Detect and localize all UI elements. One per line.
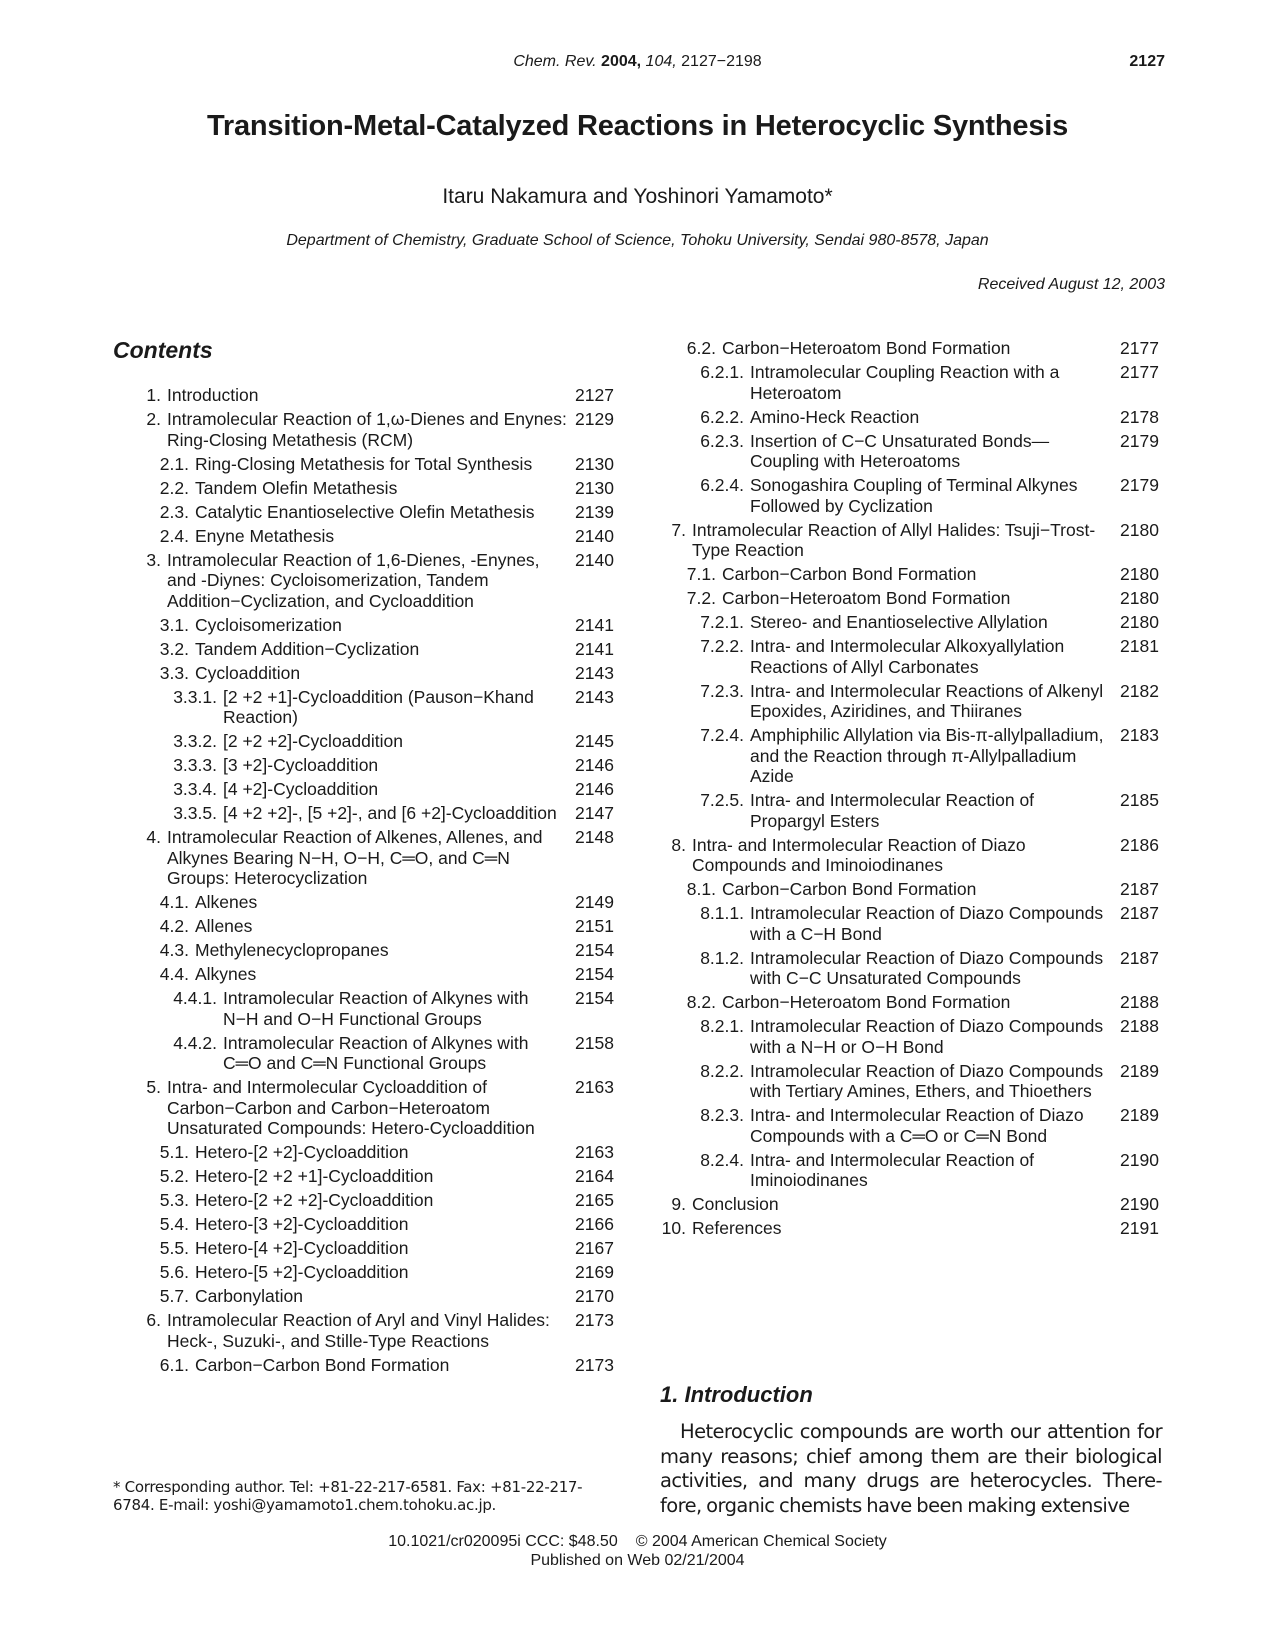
toc-entry-number: 8.1.2.	[700, 947, 744, 968]
toc-entry-page: 2154	[575, 964, 614, 984]
toc-entry-title: Hetero-[2 +2 +2]-Cycloaddition	[195, 1190, 434, 1210]
toc-entry-title: Intramolecular Reaction of Alkynes with N−H and O−H Functional Groups	[223, 988, 529, 1029]
toc-entry-page: 2127	[575, 385, 614, 405]
toc-entry-number: 4.1.	[159, 892, 189, 912]
toc-entry	[660, 338, 1160, 359]
toc-entry-page: 2164	[575, 1166, 614, 1186]
toc-entry-page: 2154	[575, 988, 614, 1008]
toc-entry	[660, 431, 1160, 472]
toc-left-column	[135, 385, 615, 1379]
toc-entry	[135, 988, 615, 1029]
toc-entry	[135, 779, 615, 800]
introduction-body	[660, 1420, 1162, 1518]
toc-entry	[135, 663, 615, 684]
toc-entry-number: 6.2.3.	[700, 430, 744, 451]
toc-entry-number: 6.1.	[159, 1354, 189, 1375]
toc-entry-page: 2185	[1120, 790, 1159, 810]
journal-volume: 104,	[645, 53, 677, 70]
toc-entry	[135, 526, 615, 547]
toc-entry-number: 5.7.	[159, 1286, 189, 1306]
toc-entry-title: Intramolecular Reaction of Aryl and Vinyl Halides: Heck-, Suzuki-, and Stille-Type Reactions	[167, 1310, 550, 1351]
received-date: Received August 12, 2003	[977, 276, 1165, 293]
toc-entry-number: 3.3.	[159, 662, 189, 683]
toc-entry-number: 6.2.4.	[700, 475, 744, 495]
toc-entry	[135, 1238, 615, 1259]
toc-entry	[135, 1077, 615, 1139]
toc-entry-number: 8.1.	[686, 879, 716, 899]
toc-entry	[135, 731, 615, 752]
toc-entry-number: 4.2.	[159, 916, 189, 936]
toc-entry-title: Intra- and Intermolecular Cycloaddition of Carbon−Carbon and Carbon−Heteroatom Unsaturated Compounds: Hetero-Cycloaddition	[167, 1077, 535, 1138]
toc-entry	[135, 615, 615, 636]
toc-entry-number: 6.	[146, 1310, 161, 1330]
toc-entry-number: 5.4.	[159, 1214, 189, 1234]
toc-entry-number: 4.4.	[159, 964, 189, 984]
toc-entry-page: 2188	[1120, 992, 1159, 1012]
toc-entry-title: Intramolecular Reaction of Diazo Compounds with a C−H Bond	[750, 903, 1104, 944]
toc-entry-title: Tandem Olefin Metathesis	[195, 477, 398, 498]
toc-entry-page: 2187	[1120, 903, 1159, 923]
toc-entry-page: 2177	[1120, 338, 1159, 358]
toc-entry-title: [4 +2]-Cycloaddition	[223, 779, 379, 799]
toc-entry-number: 4.4.1.	[173, 988, 217, 1008]
toc-entry-title: Amino-Heck Reaction	[750, 406, 920, 427]
toc-entry-title: Intra- and Intermolecular Reactions of Alkenyl Epoxides, Aziridines, and Thiiranes	[750, 680, 1104, 721]
toc-entry-page: 2189	[1120, 1105, 1159, 1125]
toc-entry	[135, 639, 615, 660]
toc-entry-number: 4.	[146, 827, 161, 847]
toc-entry-page: 2143	[575, 686, 614, 707]
toc-entry-number: 6.2.	[686, 338, 716, 358]
toc-entry-title: Catalytic Enantioselective Olefin Metathesis	[195, 501, 535, 522]
toc-entry	[660, 992, 1160, 1013]
toc-entry-title: Hetero-[5 +2]-Cycloaddition	[195, 1262, 409, 1282]
toc-entry-page: 2141	[575, 638, 614, 659]
toc-entry-title: Amphiphilic Allylation via Bis-π-allylpalladium, and the Reaction through π-Allylpalladium Azide	[750, 725, 1104, 786]
toc-entry-number: 7.2.2.	[700, 636, 744, 656]
toc-entry-title: Carbon−Heteroatom Bond Formation	[722, 338, 1011, 358]
journal-year: 2004,	[601, 53, 642, 70]
toc-entry-number: 7.2.	[686, 588, 716, 608]
toc-entry	[135, 1190, 615, 1211]
toc-entry-number: 5.6.	[159, 1262, 189, 1282]
toc-entry	[660, 879, 1160, 900]
toc-entry-title: Intramolecular Reaction of Diazo Compounds with Tertiary Amines, Ethers, and Thioethers	[750, 1060, 1104, 1101]
toc-entry	[660, 1105, 1160, 1146]
toc-entry	[135, 385, 615, 406]
toc-entry-page: 2154	[575, 940, 614, 960]
toc-entry-page: 2139	[575, 501, 614, 522]
introduction-heading: 1. Introduction	[660, 1382, 813, 1407]
toc-entry-title: Intramolecular Reaction of Allyl Halides: Tsuji−Trost-Type Reaction	[692, 519, 1096, 560]
toc-entry-page: 2146	[575, 755, 614, 775]
toc-entry-page: 2143	[575, 662, 614, 683]
toc-entry-page: 2140	[575, 549, 614, 570]
author-affiliation: Department of Chemistry, Graduate School of Science, Tohoku University, Sendai 980-8578, Japan	[286, 232, 989, 249]
toc-entry-title: [4 +2 +2]-, [5 +2]-, and [6 +2]-Cycloaddition	[223, 803, 557, 823]
toc-entry	[135, 1355, 615, 1376]
toc-entry-page: 2167	[575, 1238, 614, 1258]
toc-entry-page: 2151	[575, 916, 614, 936]
toc-entry-page: 2170	[575, 1286, 614, 1306]
toc-entry-number: 8.2.	[686, 992, 716, 1012]
toc-entry-page: 2180	[1120, 564, 1159, 584]
toc-entry-number: 2.3.	[159, 501, 189, 522]
toc-entry-page: 2187	[1120, 879, 1159, 899]
toc-entry-number: 2.1.	[159, 453, 189, 474]
toc-entry	[660, 636, 1160, 677]
toc-entry-page: 2180	[1120, 519, 1159, 540]
toc-entry-title: Stereo- and Enantioselective Allylation	[750, 612, 1048, 632]
toc-entry-number: 7.1.	[686, 564, 716, 584]
toc-entry-page: 2148	[575, 827, 614, 847]
journal-citation	[0, 53, 1275, 71]
toc-entry-number: 8.2.4.	[700, 1149, 744, 1170]
toc-entry-title: Intramolecular Reaction of Alkenes, Allenes, and Alkynes Bearing N−H, O−H, C═O, and C═N Groups: Heterocyclization	[167, 827, 543, 888]
toc-entry	[135, 687, 615, 728]
introduction-paragraph: Heterocyclic compounds are worth our attention for many reasons; chief among them are their biological activities, and many drugs are heterocycles. There-fore, organic chemists have been making extensive	[660, 1420, 1162, 1517]
toc-entry-title: Intramolecular Coupling Reaction with a Heteroatom	[750, 362, 1060, 403]
toc-entry-title: Allenes	[195, 916, 253, 936]
toc-entry	[135, 1166, 615, 1187]
toc-entry	[660, 1150, 1160, 1191]
toc-entry-title: Cycloaddition	[195, 662, 301, 683]
toc-entry-title: Hetero-[2 +2 +1]-Cycloaddition	[195, 1166, 434, 1186]
toc-entry-number: 3.3.5.	[173, 803, 217, 823]
toc-entry	[660, 612, 1160, 633]
toc-entry-number: 3.	[146, 549, 161, 570]
toc-entry	[135, 502, 615, 523]
toc-entry-title: Alkynes	[195, 964, 257, 984]
toc-entry	[135, 940, 615, 961]
toc-entry	[135, 1033, 615, 1074]
toc-entry	[660, 1061, 1160, 1102]
toc-entry-page: 2180	[1120, 588, 1159, 608]
toc-entry-number: 2.2.	[159, 477, 189, 498]
toc-entry	[660, 725, 1160, 787]
toc-entry-number: 5.5.	[159, 1238, 189, 1258]
toc-entry-title: Introduction	[167, 385, 259, 405]
toc-entry-title: Ring-Closing Metathesis for Total Synthesis	[195, 453, 533, 474]
toc-entry-page: 2130	[575, 477, 614, 498]
toc-entry	[135, 454, 615, 475]
toc-entry	[660, 407, 1160, 428]
toc-entry-title: Intramolecular Reaction of 1,6-Dienes, -Enynes, and -Diynes: Cycloisomerization, Tandem Addition−Cyclization, and Cycloaddition	[167, 549, 540, 611]
toc-entry	[135, 1262, 615, 1283]
toc-entry-title: Intra- and Intermolecular Alkoxyallylation Reactions of Allyl Carbonates	[750, 636, 1065, 677]
toc-entry-number: 2.	[146, 409, 161, 429]
toc-entry-number: 3.1.	[159, 614, 189, 635]
journal-pages: 2127−2198	[681, 53, 762, 70]
toc-entry	[135, 1286, 615, 1307]
toc-entry-title: [3 +2]-Cycloaddition	[223, 755, 379, 775]
toc-entry	[660, 948, 1160, 989]
toc-entry-title: Intra- and Intermolecular Reaction of Diazo Compounds and Iminoiodinanes	[692, 834, 1026, 875]
toc-entry	[660, 564, 1160, 585]
toc-entry-title: Cycloisomerization	[195, 614, 342, 635]
toc-entry	[135, 892, 615, 913]
toc-entry-page: 2173	[575, 1354, 614, 1375]
doi-ccc: 10.1021/cr020095i CCC: $48.50	[388, 1533, 618, 1550]
toc-entry-number: 8.2.3.	[700, 1105, 744, 1125]
toc-entry-page: 2181	[1120, 636, 1159, 656]
toc-entry-title: Hetero-[3 +2]-Cycloaddition	[195, 1214, 409, 1234]
toc-entry-title: [2 +2 +2]-Cycloaddition	[223, 731, 403, 751]
toc-entry-number: 8.1.1.	[700, 903, 744, 923]
toc-entry-title: Hetero-[4 +2]-Cycloaddition	[195, 1238, 409, 1258]
page-number: 2127	[1129, 53, 1165, 70]
toc-entry	[660, 520, 1160, 561]
toc-entry	[135, 1142, 615, 1163]
toc-entry-page: 2147	[575, 803, 614, 823]
toc-entry-number: 7.2.4.	[700, 725, 744, 745]
toc-entry-title: Alkenes	[195, 892, 258, 912]
toc-entry	[135, 478, 615, 499]
toc-entry-title: Methylenecyclopropanes	[195, 940, 389, 960]
toc-entry-number: 6.2.2.	[700, 406, 744, 427]
toc-entry	[660, 1016, 1160, 1057]
toc-entry-title: Intramolecular Reaction of Alkynes with C═O and C═N Functional Groups	[223, 1032, 529, 1073]
toc-entry-title: Intra- and Intermolecular Reaction of Iminoiodinanes	[750, 1149, 1035, 1190]
article-authors: Itaru Nakamura and Yoshinori Yamamoto*	[442, 185, 833, 208]
toc-entry-page: 2141	[575, 614, 614, 635]
toc-entry-title: Intra- and Intermolecular Reaction of Diazo Compounds with a C═O or C═N Bond	[750, 1105, 1084, 1146]
toc-entry-page: 2140	[575, 525, 614, 546]
published-date: Published on Web 02/21/2004	[530, 1552, 745, 1569]
toc-entry-number: 10.	[661, 1218, 686, 1238]
toc-entry-title: Tandem Addition−Cyclization	[195, 638, 420, 659]
toc-entry-page: 2130	[575, 453, 614, 474]
toc-entry-number: 8.2.1.	[700, 1016, 744, 1036]
toc-entry-page: 2169	[575, 1262, 614, 1282]
copyright-notice: © 2004 American Chemical Society	[635, 1533, 887, 1550]
toc-entry-number: 7.2.3.	[700, 680, 744, 701]
toc-entry	[660, 475, 1160, 516]
toc-entry-number: 9.	[671, 1194, 686, 1214]
toc-entry	[135, 1310, 615, 1351]
toc-entry-title: Intramolecular Reaction of Diazo Compounds with a N−H or O−H Bond	[750, 1016, 1104, 1057]
toc-entry-title: Intramolecular Reaction of Diazo Compounds with C−C Unsaturated Compounds	[750, 947, 1104, 988]
toc-entry-number: 7.2.1.	[700, 612, 744, 632]
toc-right-column	[660, 338, 1160, 1242]
toc-entry-number: 3.3.4.	[173, 779, 217, 799]
toc-entry	[660, 362, 1160, 403]
toc-entry-page: 2188	[1120, 1016, 1159, 1036]
toc-entry-title: References	[692, 1218, 782, 1238]
toc-entry-page: 2180	[1120, 612, 1159, 632]
toc-entry	[135, 755, 615, 776]
toc-entry-page: 2191	[1120, 1218, 1159, 1238]
toc-entry-title: Carbonylation	[195, 1286, 303, 1306]
toc-entry-title: Carbon−Carbon Bond Formation	[722, 564, 977, 584]
toc-entry-title: Enyne Metathesis	[195, 525, 335, 546]
toc-entry-page: 2166	[575, 1214, 614, 1234]
toc-entry-title: Sonogashira Coupling of Terminal Alkynes Followed by Cyclization	[750, 475, 1078, 516]
toc-entry	[660, 1218, 1160, 1239]
toc-entry	[135, 1214, 615, 1235]
toc-entry-number: 7.2.5.	[700, 790, 744, 810]
toc-entry-number: 3.2.	[159, 638, 189, 659]
toc-entry-page: 2183	[1120, 725, 1159, 745]
toc-entry-page: 2145	[575, 731, 614, 751]
toc-entry-number: 8.2.2.	[700, 1060, 744, 1081]
toc-entry-number: 5.	[146, 1077, 161, 1097]
toc-entry	[135, 409, 615, 450]
toc-entry-page: 2190	[1120, 1149, 1159, 1170]
toc-entry-page: 2179	[1120, 430, 1159, 451]
contents-heading: Contents	[113, 337, 213, 363]
journal-name: Chem. Rev.	[513, 53, 597, 70]
toc-entry-page: 2149	[575, 892, 614, 912]
toc-entry-number: 2.4.	[159, 525, 189, 546]
toc-entry	[135, 827, 615, 889]
publication-info	[0, 1532, 1275, 1570]
toc-entry-page: 2173	[575, 1310, 614, 1330]
toc-entry-page: 2186	[1120, 834, 1159, 855]
toc-entry	[135, 964, 615, 985]
toc-entry-number: 1.	[146, 385, 161, 405]
toc-entry	[135, 550, 615, 612]
toc-entry-page: 2182	[1120, 680, 1159, 701]
toc-entry-title: Carbon−Carbon Bond Formation	[195, 1354, 450, 1375]
toc-entry	[660, 681, 1160, 722]
toc-entry-page: 2177	[1120, 362, 1159, 382]
toc-entry-page: 2190	[1120, 1194, 1159, 1214]
toc-entry	[660, 1194, 1160, 1215]
toc-entry-number: 6.2.1.	[700, 362, 744, 382]
toc-entry	[660, 835, 1160, 876]
toc-entry-number: 5.3.	[159, 1190, 189, 1210]
toc-entry	[660, 903, 1160, 944]
toc-entry-page: 2189	[1120, 1060, 1159, 1081]
toc-entry	[660, 588, 1160, 609]
toc-entry-number: 3.3.3.	[173, 755, 217, 775]
toc-entry-number: 4.3.	[159, 940, 189, 960]
corresponding-author-footnote: * Corresponding author. Tel: +81-22-217-6581. Fax: +81-22-217-6784. E-mail: yoshi@yamamoto1.chem.tohoku.ac.jp.	[113, 1478, 583, 1514]
toc-entry	[135, 803, 615, 824]
toc-entry-page: 2163	[575, 1142, 614, 1162]
toc-entry	[660, 790, 1160, 831]
toc-entry-number: 5.1.	[159, 1142, 189, 1162]
toc-entry-title: [2 +2 +1]-Cycloaddition (Pauson−Khand Reaction)	[223, 686, 534, 727]
toc-entry-title: Carbon−Heteroatom Bond Formation	[722, 588, 1011, 608]
toc-entry-title: Intra- and Intermolecular Reaction of Propargyl Esters	[750, 790, 1035, 831]
toc-entry-number: 7.	[671, 519, 686, 540]
toc-entry-title: Hetero-[2 +2]-Cycloaddition	[195, 1142, 409, 1162]
toc-entry-page: 2129	[575, 409, 614, 429]
toc-entry-page: 2165	[575, 1190, 614, 1210]
toc-entry-page: 2179	[1120, 475, 1159, 495]
article-title: Transition-Metal-Catalyzed Reactions in Heterocyclic Synthesis	[206, 110, 1069, 142]
toc-entry-page: 2146	[575, 779, 614, 799]
toc-entry-title: Intramolecular Reaction of 1,ω-Dienes and Enynes: Ring-Closing Metathesis (RCM)	[167, 409, 567, 450]
toc-entry-number: 3.3.2.	[173, 731, 217, 751]
toc-entry-title: Carbon−Carbon Bond Formation	[722, 879, 977, 899]
toc-entry-number: 8.	[671, 834, 686, 855]
toc-entry-page: 2187	[1120, 947, 1159, 968]
toc-entry-title: Carbon−Heteroatom Bond Formation	[722, 992, 1011, 1012]
toc-entry-page: 2158	[575, 1032, 614, 1053]
toc-entry-page: 2163	[575, 1077, 614, 1097]
toc-entry-title: Conclusion	[692, 1194, 779, 1214]
toc-entry	[135, 916, 615, 937]
toc-entry-number: 3.3.1.	[173, 686, 217, 707]
toc-entry-number: 5.2.	[159, 1166, 189, 1186]
toc-entry-number: 4.4.2.	[173, 1032, 217, 1053]
toc-entry-page: 2178	[1120, 406, 1159, 427]
toc-entry-title: Insertion of C−C Unsaturated Bonds—Coupling with Heteroatoms	[750, 430, 1050, 471]
